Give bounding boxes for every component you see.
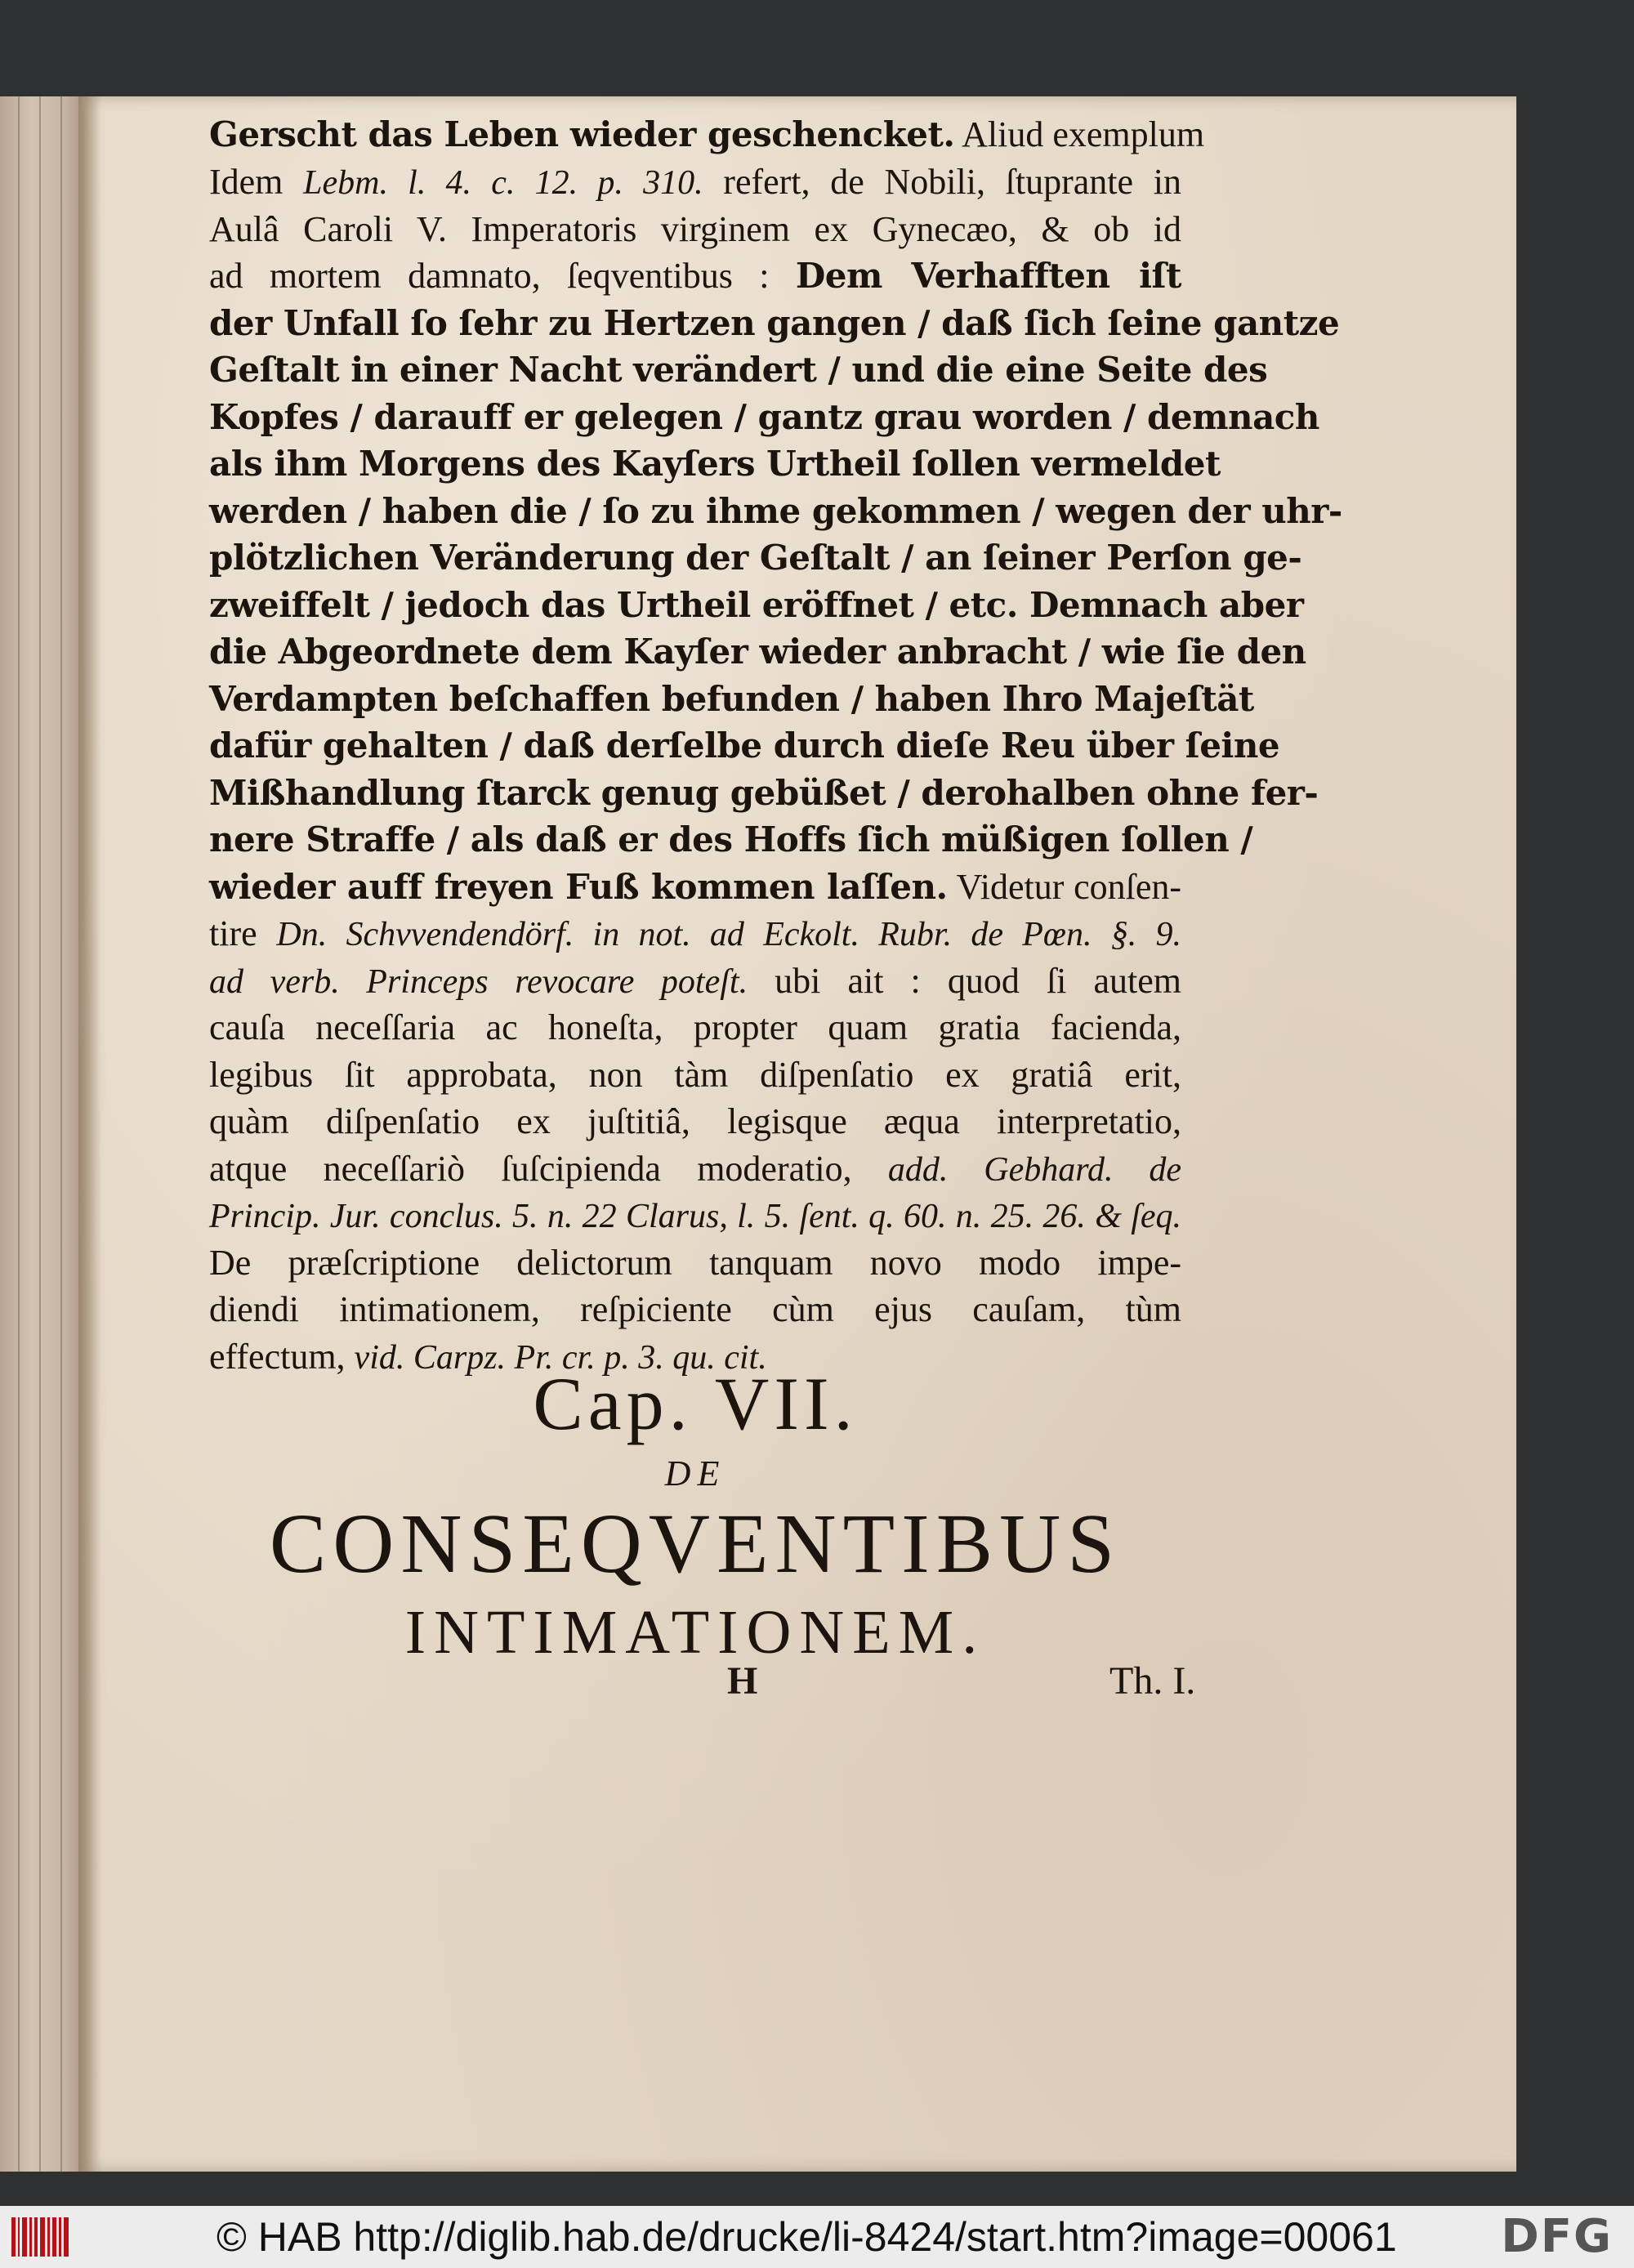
text-run: cauſa neceſſaria ac honeſta, propter quam gratia facienda, <box>209 1007 1181 1047</box>
text-line <box>209 114 1205 158</box>
text-run: die Abgeordnete dem Kayſer wieder anbracht / wie ſie den <box>209 632 1306 672</box>
text-line <box>209 1192 1181 1239</box>
text-run: werden / haben die / ſo zu ihme gekommen / wegen der uhr- <box>209 490 1342 531</box>
text-run: vid. Carpz. Pr. cr. p. 3. qu. cit. <box>354 1338 767 1377</box>
chapter-de: DE <box>664 1453 726 1493</box>
chapter-title: CONSEQVENTIBUS <box>269 1497 1122 1591</box>
text-line <box>209 582 1304 629</box>
text-run: Aulâ Caroli V. Imperatoris virginem ex Gynecæo, & ob id <box>209 208 1181 249</box>
text-line <box>209 770 1319 817</box>
chapter-subtitle: INTIMATIONEM. <box>404 1598 986 1667</box>
text-run: add. Gebhard. de <box>887 1150 1181 1189</box>
text-run: ubi ait : quod ſi autem <box>748 960 1181 1001</box>
text-run: Aliud exemplum <box>954 114 1205 154</box>
text-run: diendi intimationem, reſpiciente cùm ejus cauſam, tùm <box>209 1289 1181 1329</box>
text-line <box>209 158 1181 206</box>
text-run: Mißhandlung ſtarck genug gebüßet / derohalben ohne fer- <box>209 772 1319 813</box>
text-run: Princip. Jur. conclus. 5. n. 22 Clarus, l. 5. ſent. q. 60. n. 25. 26. & ſeq. <box>209 1198 1181 1235</box>
text-line <box>209 1239 1181 1287</box>
text-run: Dn. Schvvendendörf. in not. ad Eckolt. Rubr. de Pœn. §. 9. <box>276 916 1181 953</box>
text-run: ad mortem damnato, ſeqventibus : <box>209 256 796 296</box>
text-run: wieder auff freyen Fuß kommen laſſen. <box>209 866 948 907</box>
text-line <box>209 910 1181 958</box>
page-text-block <box>209 114 1342 1380</box>
text-line <box>209 440 1221 488</box>
dfg-logo: DFG <box>1501 2210 1613 2263</box>
text-line <box>209 252 1181 300</box>
text-run: plötzlichen Veränderung der Geſtalt / an ſeiner Perſon ge- <box>209 538 1302 578</box>
text-run: effectum, <box>209 1336 355 1377</box>
text-run: Videtur conſen- <box>947 866 1182 907</box>
footer-credit-link[interactable]: © HAB http://diglib.hab.de/drucke/li-8424/start.htm?image=00061 <box>217 2214 1397 2260</box>
text-run: Idem <box>209 162 304 202</box>
text-line <box>209 206 1181 253</box>
text-line <box>209 300 1340 347</box>
text-line <box>209 488 1342 535</box>
signature-mark: H <box>727 1659 758 1703</box>
text-run: ad verb. Princeps revocare poteſt. <box>209 962 748 1001</box>
text-line <box>209 1286 1181 1333</box>
text-line <box>209 1098 1181 1145</box>
text-run: als ihm Morgens des Kayſers Urtheil ſollen vermeldet <box>209 444 1221 484</box>
text-run: quàm diſpenſatio ex juſtitiâ, legisque æqua interpretatio, <box>209 1101 1181 1141</box>
text-run: De præſcriptione delictorum tanquam novo modo impe- <box>209 1242 1181 1283</box>
text-run: refert, de Nobili, ſtuprante in <box>703 162 1181 202</box>
text-line <box>209 394 1319 441</box>
text-line <box>209 1051 1181 1099</box>
text-line <box>209 1145 1181 1193</box>
text-run: zweiffelt / jedoch das Urtheil eröffnet / etc. Demnach aber <box>209 584 1304 625</box>
text-line <box>209 346 1268 394</box>
text-run: nere Straffe / als daß er des Hoffs ſich müßigen ſollen / <box>209 819 1253 859</box>
page-gutter-shadow <box>78 96 101 2172</box>
text-line <box>209 628 1306 676</box>
text-line <box>209 1004 1181 1051</box>
text-run: Dem Verhafften iſt <box>795 256 1181 296</box>
text-line <box>209 958 1181 1005</box>
text-run: Verdampten beſchaffen befunden / haben Ihro Majeſtät <box>209 678 1254 719</box>
text-run: der Unfall ſo ſehr zu Hertzen gangen / daß ſich ſeine gantze <box>209 302 1340 343</box>
text-run: Kopfes / darauff er gelegen / gantz grau worden / demnach <box>209 396 1319 437</box>
text-run: tire <box>209 913 277 953</box>
text-run: Geſtalt in einer Nacht verändert / und die eine Seite des <box>209 350 1268 390</box>
text-line <box>209 864 1181 911</box>
text-line <box>209 722 1280 770</box>
catchword: Th. I. <box>1109 1659 1196 1703</box>
text-line <box>209 534 1302 582</box>
text-line <box>209 816 1253 864</box>
footer-bar <box>0 2206 1634 2268</box>
previous-pages-edge <box>0 96 90 2172</box>
text-line <box>209 676 1254 723</box>
text-run: Gerscht das Leben wieder geschencket. <box>209 114 955 154</box>
text-run: dafür gehalten / daß derſelbe durch dieſe Reu über ſeine <box>209 725 1280 766</box>
text-run: legibus ſit approbata, non tàm diſpenſatio ex gratiâ erit, <box>209 1054 1181 1095</box>
text-run: atque neceſſariò ſuſcipienda moderatio, <box>209 1148 888 1189</box>
chapter-number: Cap. VII. <box>533 1362 858 1445</box>
text-run: Lebm. l. 4. c. 12. p. 310. <box>303 164 703 202</box>
barcode-icon <box>11 2217 69 2257</box>
